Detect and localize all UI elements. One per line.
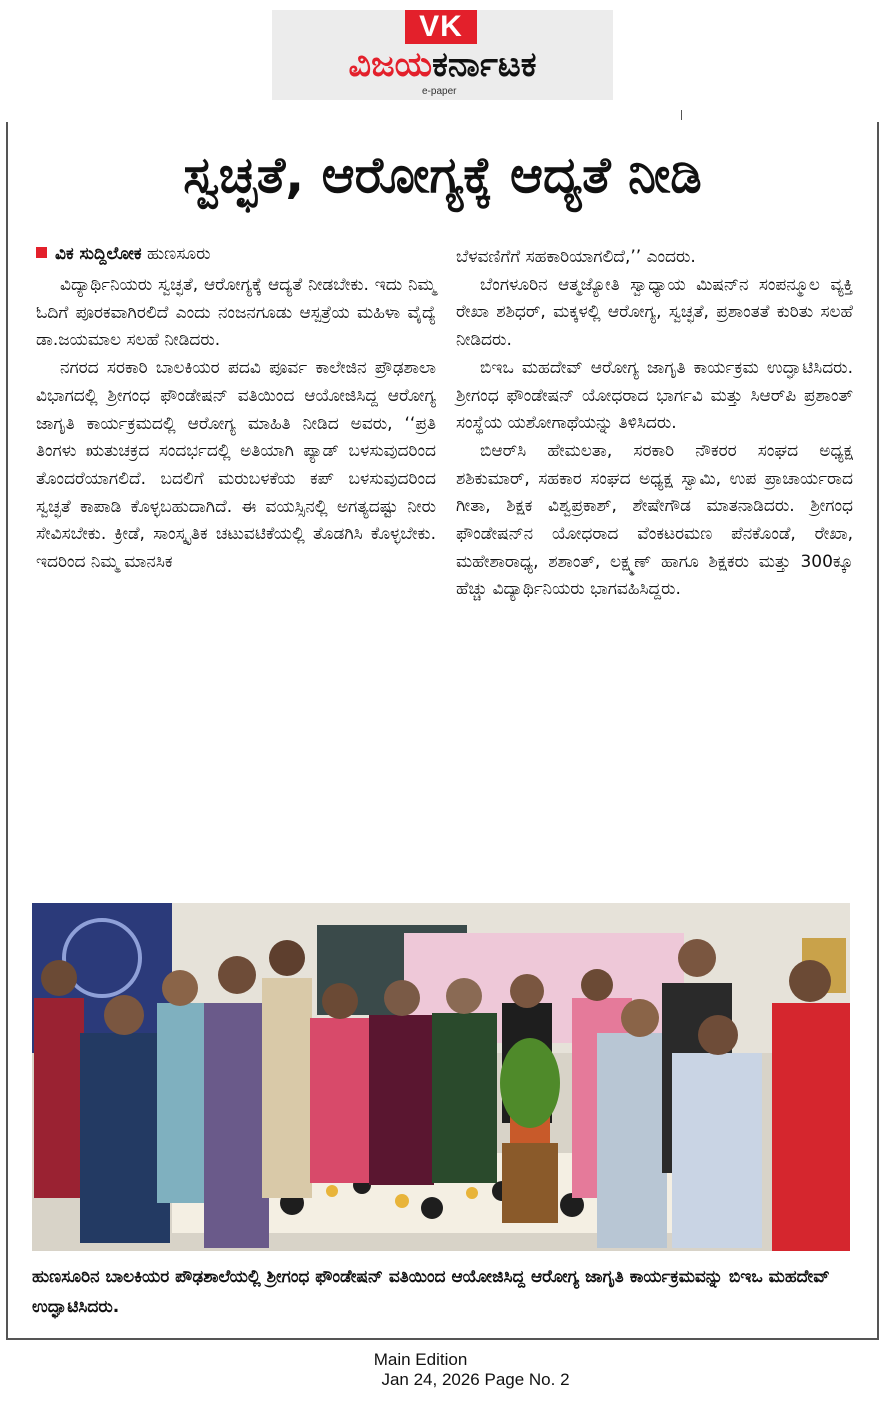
byline-place: ಹುಣಸೂರು (147, 244, 211, 264)
article-headline: ಸ್ವಚ್ಛತೆ, ಆರೋಗ್ಯಕ್ಕೆ ಆದ್ಯತೆ ನೀಡಿ (183, 146, 702, 204)
article-paragraph: ಬೆಂಗಳೂರಿನ ಆತ್ಮಜ್ಯೋತಿ ಸ್ವಾಧ್ಯಾಯ ಮಿಷನ್‌ನ ಸಂಪನ್ಮೂಲ ವ್ಯಕ್ತಿ ರೇಖಾ ಶಶಿಧರ್, ಮಕ್ಕಳಲ್ಲಿ ಆರೋಗ್ಯ, ಸ್ವಚ್ಛತೆ, ಪ್ರಶಾಂತತೆ ಕುರಿತು ಸಲಹೆ ನೀಡಿದರು. (456, 274, 853, 351)
frame-left-line (6, 122, 8, 1340)
frame-right-line (877, 122, 879, 1340)
article-paragraph: ಬಿಆರ್‌ಸಿ ಹೇಮಲತಾ, ಸರಕಾರಿ ನೌಕರರ ಸಂಘದ ಅಧ್ಯಕ್ಷ ಶಶಿಕುಮಾರ್, ಸಹಕಾರ ಸಂಘದ ಅಧ್ಯಕ್ಷ ಸ್ವಾಮಿ, ಉಪ ಪ್ರಾಚಾರ್ಯರಾದ ಗೀತಾ, ಶಿಕ್ಷಕ ವಿಶ್ವಪ್ರಕಾಶ್, ಶೇಷೇಗೌಡ ಮಾತನಾಡಿದರು. ಶ್ರೀಗಂಧ ಫೌಂಡೇಷನ್‌ನ ಯೋಧರಾದ ವೆಂಕಟರಮಣ ಪೆನಕೊಂಡೆ, ರೇಖಾ, ಮಹೇಶಾರಾಧ್ಯ, ಶಶಾಂತ್, ಲಕ್ಷ್ಮಣ್ ಹಾಗೂ ಶಿಕ್ಷಕರು ಮತ್ತು 300ಕ್ಕೂ ಹೆಚ್ಚು ವಿದ್ಯಾರ್ಥಿನಿಯರು ಭಾಗವಹಿಸಿದ್ದರು. (456, 440, 853, 600)
article-column-left (36, 272, 436, 577)
edition-label: Main Edition (373, 1350, 468, 1369)
vk-badge: VK (405, 10, 477, 44)
article-paragraph: ಬೆಳವಣಿಗೆಗೆ ಸಹಕಾರಿಯಾಗಲಿದೆ,’’ ಎಂದರು. (456, 247, 696, 267)
event-photo (32, 903, 850, 1251)
paper-name-part2: ಕರ್ನಾಟಕ (432, 45, 537, 85)
paper-name (272, 44, 613, 86)
epaper-tagline: e-paper (422, 86, 457, 97)
page-footer (0, 1350, 885, 1390)
article-paragraph: ಬಿಇಒ ಮಹದೇವ್ ಆರೋಗ್ಯ ಜಾಗೃತಿ ಕಾರ್ಯಕ್ರಮ ಉದ್ಘಾಟಿಸಿದರು. ಶ್ರೀಗಂಧ ಫೌಂಡೇಷನ್ ಯೋಧರಾದ ಭಾರ್ಗವಿ ಮತ್ತು ಸಿಆರ್‌ಪಿ ಪ್ರಶಾಂತ್ ಸಂಸ್ಥೆಯ ಯಶೋಗಾಥೆಯನ್ನು ತಿಳಿಸಿದರು. (456, 357, 853, 434)
byline-source: ವಿಕ ಸುದ್ದಿಲೋಕ (55, 244, 142, 264)
byline (36, 240, 436, 268)
byline-bullet (36, 247, 47, 258)
photo-caption: ಹುಣಸೂರಿನ ಬಾಲಕಿಯರ ಪೌಢಶಾಲೆಯಲ್ಲಿ ಶ್ರೀಗಂಧ ಫೌಂಡೇಷನ್ ವತಿಯಿಂದ ಆಯೋಜಿಸಿದ್ದ ಆರೋಗ್ಯ ಜಾಗೃತಿ ಕಾರ್ಯಕ್ರಮವನ್ನು ಬಿಇಒ ಮಹದೇವ್ ಉದ್ಘಾಟಿಸಿದರು. (32, 1267, 830, 1317)
article-column-right (456, 244, 853, 604)
crop-tick (681, 110, 682, 120)
article-paragraph: ವಿದ್ಯಾರ್ಥಿನಿಯರು ಸ್ವಚ್ಛತೆ, ಆರೋಗ್ಯಕ್ಕೆ ಆದ್ಯತೆ ನೀಡಬೇಕು. ಇದು ನಿಮ್ಮ ಓದಿಗೆ ಪೂರಕವಾಗಿರಲಿದೆ ಎಂದು ನಂಜನಗೂಡು ಆಸ್ಪತ್ರೆಯ ಮಹಿಳಾ ವೈದ್ಯೆ ಡಾ.ಜಯಮಾಲ ಸಲಹೆ ನೀಡಿದರು. (36, 275, 436, 351)
frame-bottom-line (6, 1338, 879, 1340)
date-page-label: Jan 24, 2026 Page No. 2 (381, 1370, 570, 1389)
masthead-logo (272, 10, 613, 100)
paper-name-part1: ವಿಜಯ (348, 45, 433, 85)
event-photo-illustration (32, 903, 850, 1251)
article-paragraph: ನಗರದ ಸರಕಾರಿ ಬಾಲಕಿಯರ ಪದವಿ ಪೂರ್ವ ಕಾಲೇಜಿನ ಪ್ರೌಢಶಾಲಾ ವಿಭಾಗದಲ್ಲಿ ಶ್ರೀಗಂಧ ಫೌಂಡೇಷನ್ ವತಿಯಿಂದ ಆಯೋಜಿಸಿದ್ದ ಆರೋಗ್ಯ ಜಾಗೃತಿ ಕಾರ್ಯಕ್ರಮದಲ್ಲಿ ಆರೋಗ್ಯ ಮಾಹಿತಿ ನೀಡಿದ ಅವರು, ‘‘ಪ್ರತಿ ತಿಂಗಳು ಋತುಚಕ್ರದ ಸಂದರ್ಭದಲ್ಲಿ ಅತಿಯಾಗಿ ಪ್ಯಾಡ್ ಬಳಸುವುದರಿಂದ ತೊಂದರೆಯಾಗಲಿದೆ. ಬದಲಿಗೆ ಮರುಬಳಕೆಯ ಕಪ್ ಬಳಸುವುದರಿಂದ ಸ್ವಚ್ಛತೆ ಕಾಪಾಡಿ ಕೊಳ್ಳಬಹುದಾಗಿದೆ. ಈ ವಯಸ್ಸಿನಲ್ಲಿ ಅಗತ್ಯದಷ್ಟು ನೀರು ಸೇವಿಸಬೇಕು. ಕ್ರೀಡೆ, ಸಾಂಸ್ಕೃತಿಕ ಚಟುವಟಿಕೆಯಲ್ಲಿ ತೊಡಗಿಸಿ ಕೊಳ್ಳಬೇಕು. ಇದರಿಂದ ನಿಮ್ಮ ಮಾನಸಿಕ (36, 358, 436, 573)
